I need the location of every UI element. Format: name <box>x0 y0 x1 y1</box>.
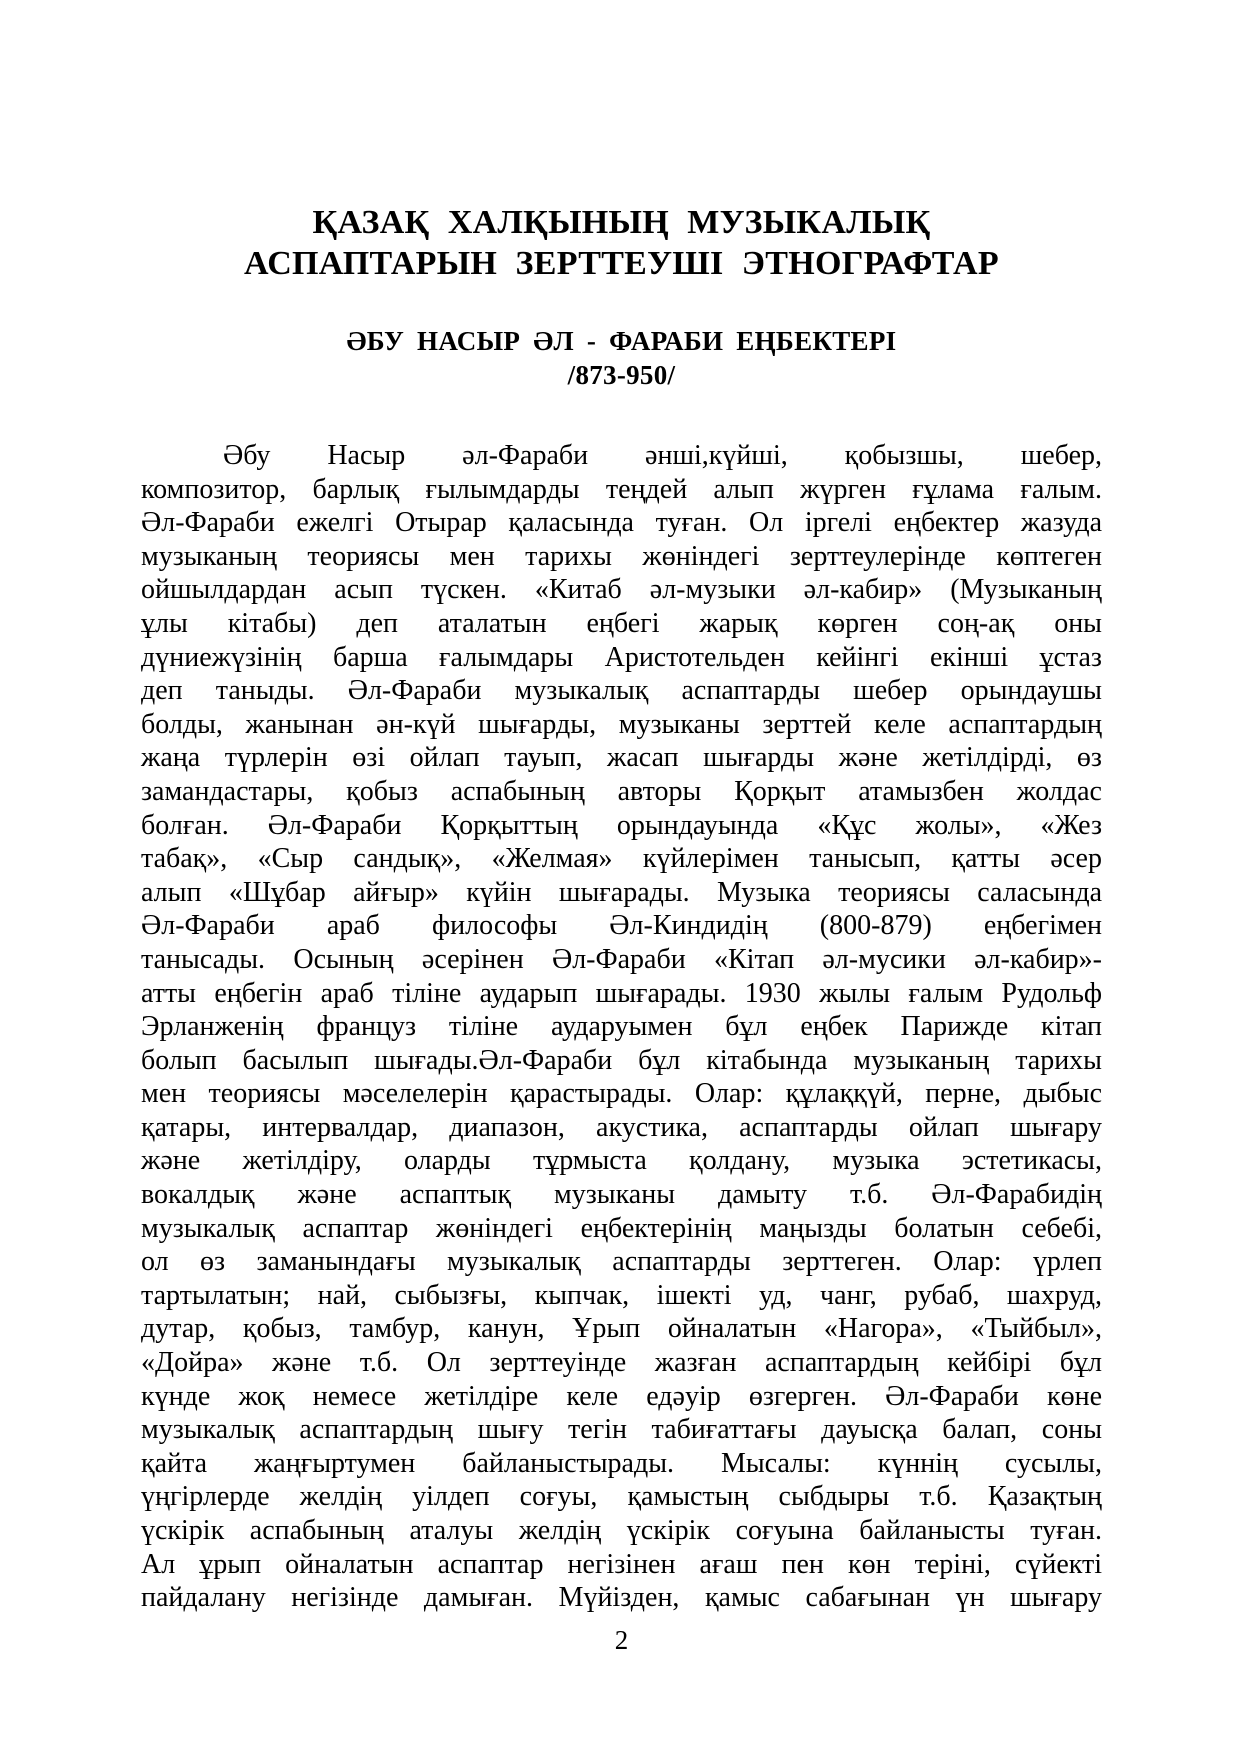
body-line: музыканың теориясы мен тарихы жөніндегі зерттеулерінде көптеген <box>141 540 1102 572</box>
body-line: композитор, барлық ғылымдарды теңдей алып жүрген ғұлама ғалым. <box>141 473 1102 505</box>
body-line: ойшылдардан асып түскен. «Китаб әл-музыки әл-кабир» (Музыканың <box>141 574 1102 606</box>
subtitle-author-line: ӘБУ НАСЫР ӘЛ - ФАРАБИ ЕҢБЕКТЕРІ <box>346 326 897 356</box>
body-line: музыкалық аспаптар жөніндегі еңбектерінің маңызды болатын себебі, <box>141 1212 1102 1244</box>
body-line: алып «Шұбар айғыр» күйін шығарады. Музыка теориясы саласында <box>141 876 1102 908</box>
body-line: табақ», «Сыр сандық», «Желмая» күйлерімен танысып, қатты әсер <box>141 843 1102 875</box>
body-line: қайта жаңғыртумен байланыстырады. Мысалы: күннің сусылы, <box>141 1447 1102 1479</box>
body-line: «Дойра» және т.б. Ол зерттеуінде жазған аспаптардың кейбірі бұл <box>141 1347 1102 1379</box>
body-text <box>141 439 1102 1615</box>
title-line-2: АСПАПТАРЫН ЗЕРТТЕУШІ ЭТНОГРАФТАР <box>244 245 999 282</box>
section-subtitle <box>141 324 1102 392</box>
body-line: ұлы кітабы) деп аталатын еңбегі жарық көрген соң-ақ оны <box>141 607 1102 639</box>
body-line: жаңа түрлерін өзі ойлап тауып, жасап шығарды және жетілдірді, өз <box>141 742 1102 774</box>
body-line: және жетілдіру, оларды тұрмыста қолдану, музыка эстетикасы, <box>141 1145 1102 1177</box>
body-line: ол өз заманындағы музыкалық аспаптарды зерттеген. Олар: үрлеп <box>141 1246 1102 1278</box>
body-line: пайдалану негізінде дамыған. Мүйізден, қамыс сабағынан үн шығару <box>141 1582 1102 1614</box>
body-line: дүниежүзінің барша ғалымдары Аристотельден кейінгі екінші ұстаз <box>141 641 1102 673</box>
body-line: вокалдық және аспаптық музыканы дамыту т.б. Әл-Фарабидің <box>141 1179 1102 1211</box>
page-title <box>141 202 1102 284</box>
body-line: үскірік аспабының аталуы желдің үскірік соғуына байланысты туған. <box>141 1515 1102 1546</box>
body-line: қатары, интервалдар, диапазон, акустика, аспаптарды ойлап шығару <box>141 1111 1102 1143</box>
title-line-1: ҚАЗАҚ ХАЛҚЫНЫҢ МУЗЫКАЛЫҚ <box>312 204 931 241</box>
body-line: тартылатын; най, сыбызғы, кыпчак, ішекті уд, чанг, рубаб, шахруд, <box>141 1279 1102 1311</box>
body-line: Әл-Фараби араб философы Әл-Киндидің (800-879) еңбегімен <box>141 910 1102 942</box>
body-line: мен теориясы мәселелерін қарастырады. Олар: құлаққүй, перне, дыбыс <box>141 1078 1102 1110</box>
body-line: болды, жанынан ән-күй шығарды, музыканы зерттей келе аспаптардың <box>141 708 1102 740</box>
body-line: деп таныды. Әл-Фараби музыкалық аспаптарды шебер орындаушы <box>141 675 1102 707</box>
body-line: музыкалық аспаптардың шығу тегін табиғаттағы дауысқа балап, соны <box>141 1414 1102 1446</box>
body-line: танысады. Осының әсерінен Әл-Фараби «Кітап әл-мусики әл-кабир»- <box>141 943 1102 975</box>
body-line: Эрланженің француз тіліне аударуымен бұл еңбек Парижде кітап <box>141 1011 1102 1043</box>
body-line: Әл-Фараби ежелгі Отырар қаласында туған. Ол іргелі еңбектер жазуда <box>141 507 1102 539</box>
page-number: 2 <box>614 1624 629 1655</box>
body-line: болған. Әл-Фараби Қорқыттың орындауында «Құс жолы», «Жез <box>141 809 1102 841</box>
subtitle-years: /873-950/ <box>567 360 676 390</box>
body-line: күнде жоқ немесе жетілдіре келе едәуір өзгерген. Әл-Фараби көне <box>141 1380 1102 1412</box>
body-line: үңгірлерде желдің уілдеп соғуы, қамыстың сыбдыры т.б. Қазақтың <box>141 1481 1102 1513</box>
page-footer <box>141 1624 1102 1657</box>
body-line: атты еңбегін араб тіліне аударып шығарады. 1930 жылы ғалым Рудольф <box>141 977 1102 1009</box>
body-line: болып басылып шығады.Әл-Фараби бұл кітабында музыканың тарихы <box>141 1044 1102 1076</box>
body-line: Әбу Насыр әл-Фараби әнші,күйші, қобызшы, шебер, <box>223 440 1102 471</box>
body-line: замандастары, қобыз аспабының авторы Қорқыт атамызбен жолдас <box>141 775 1102 807</box>
body-line: Ал ұрып ойналатын аспаптар негізінен ағаш пен көн теріні, сүйекті <box>141 1548 1102 1580</box>
title-block <box>141 202 1102 392</box>
body-line: дутар, қобыз, тамбур, канун, Ұрып ойналатын «Нагора», «Тыйбыл», <box>141 1313 1102 1345</box>
